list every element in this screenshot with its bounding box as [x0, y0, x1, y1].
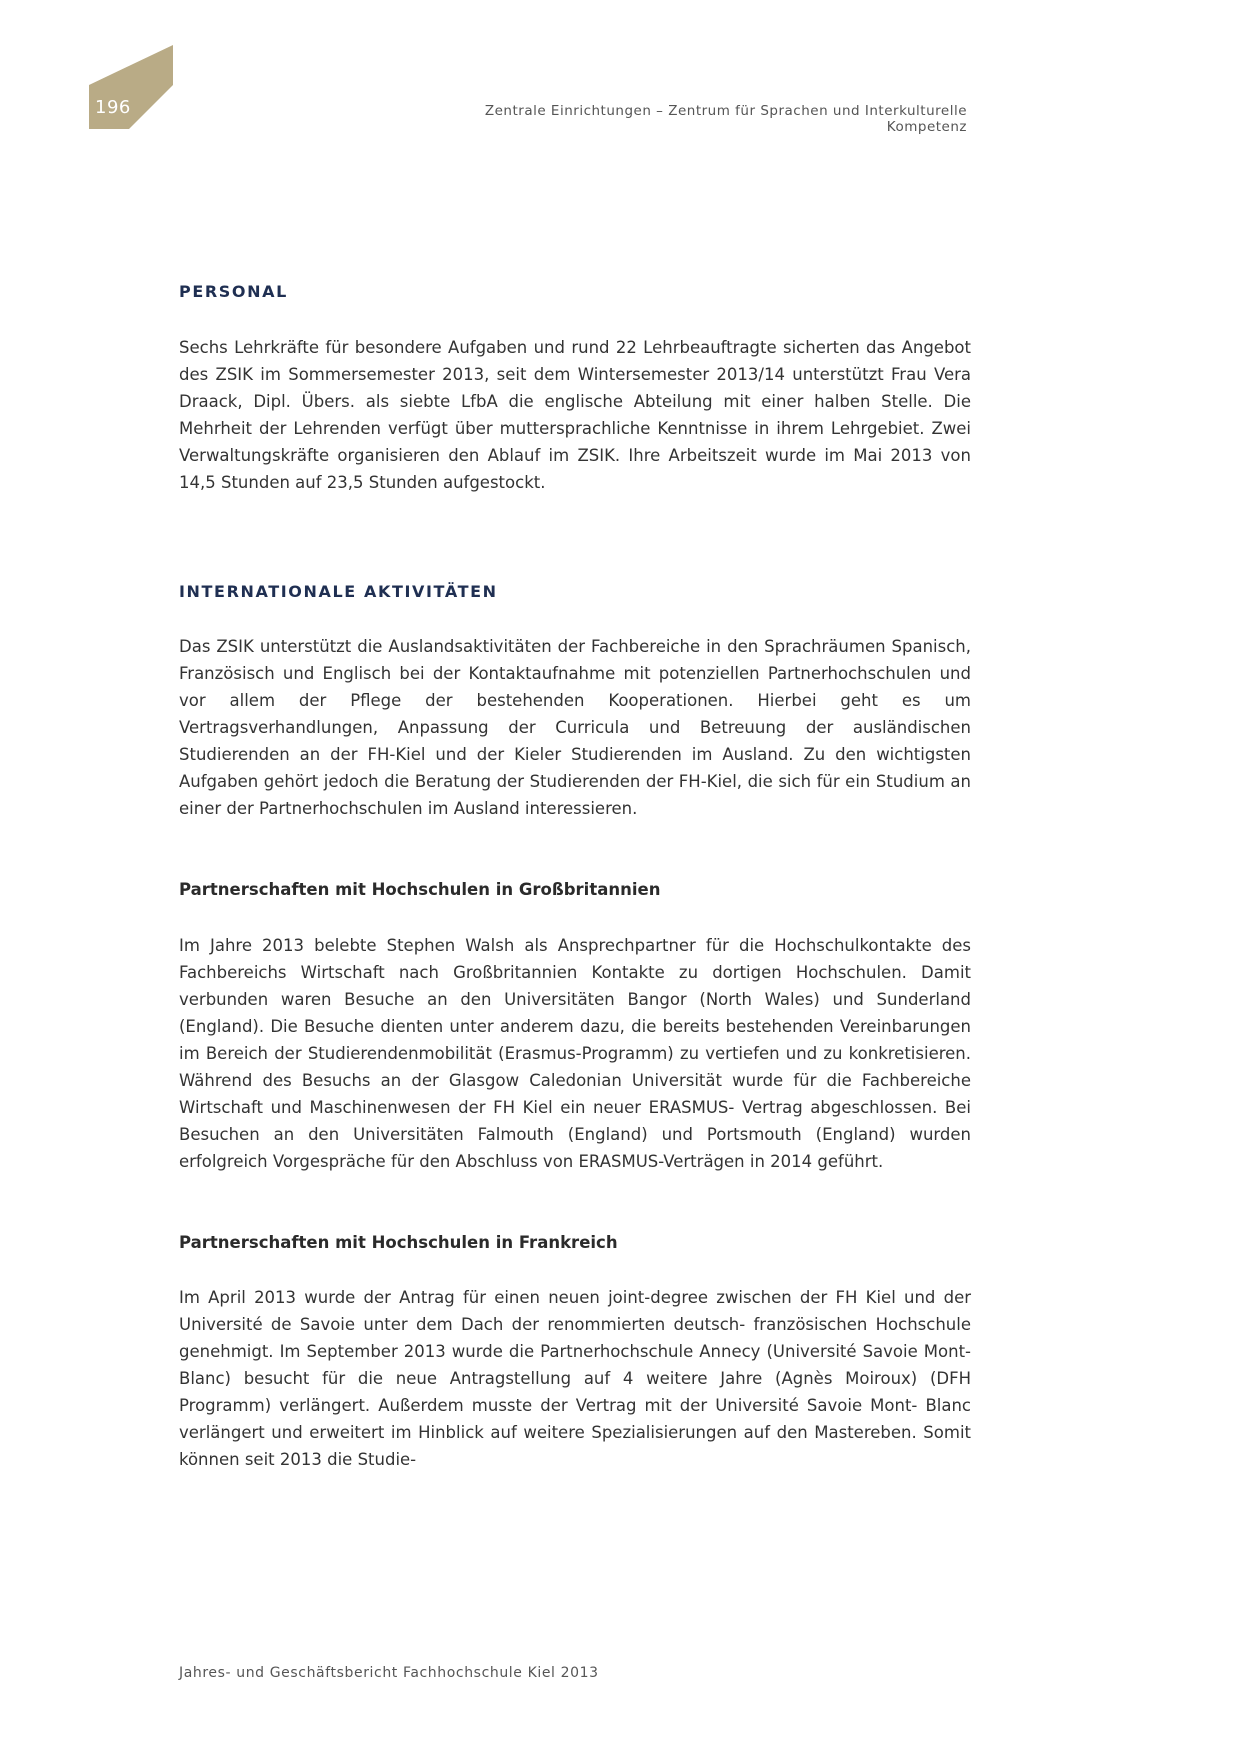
paragraph-personal: Sechs Lehrkräfte für besondere Aufgaben und rund 22 Lehrbeauftragte sicherten das Angebot des ZSIK im Sommersemester 2013, seit dem Wintersemester 2013/14 unterstützt Frau Vera Draack, Dipl. Übers. als siebte LfbA die englische Abteilung mit einer halben Stelle. Die Mehrheit der Lehrenden verfügt über muttersprachliche Kenntnisse in ihrem Lehrgebiet. Zwei Verwaltungskräfte organisieren den Ablauf im ZSIK. Ihre Arbeitszeit wurde im Mai 2013 von 14,5 Stunden auf 23,5 Stunden aufgestockt. — [179, 338, 971, 492]
paragraph-partnerships-fr: Im April 2013 wurde der Antrag für einen neuen joint-degree zwischen der FH Kiel und der Université de Savoie unter dem Dach der renommierten deutsch- französischen Hochschule genehmigt. Im September 2013 wurde die Partnerhochschule Annecy (Université Savoie Mont-Blanc) besucht für die neue Antragstellung auf 4 weitere Jahre (Agnès Moiroux) (DFH Programm) verlängert. Außerdem musste der Vertrag mit der Université Savoie Mont- Blanc verlängert und erweitert im Hinblick auf weitere Spezialisierungen auf den Mastereben. Somit können seit 2013 die Studie- — [179, 1288, 971, 1469]
heading-partnerships-fr: Partnerschaften mit Hochschulen in Frankreich — [179, 1233, 618, 1252]
page-footer: Jahres- und Geschäftsbericht Fachhochschule Kiel 2013 — [179, 1665, 599, 1681]
paragraph-partnerships-gb: Im Jahre 2013 belebte Stephen Walsh als Ansprechpartner für die Hochschulkontakte des Fachbereichs Wirtschaft nach Großbritannien Kontakte zu dortigen Hochschulen. Damit verbunden waren Besuche an den Universitäten Bangor (North Wales) und Sunderland (England). Die Besuche dienten unter anderem dazu, die bereits bestehenden Vereinbarungen im Bereich der Studierendenmobilität (Erasmus-Programm) zu vertiefen und zu konkretisieren. Während des Besuchs an der Glasgow Caledonian Universität wurde für die Fachbereiche Wirtschaft und Maschinenwesen der FH Kiel ein neuer ERASMUS- Vertrag abgeschlossen. Bei Besuchen an den Universitäten Falmouth (England) und Portsmouth (England) wurden erfolgreich Vorgespräche für den Abschluss von ERASMUS-Verträgen in 2014 geführt. — [179, 936, 971, 1171]
paragraph-international: Das ZSIK unterstützt die Auslandsaktivitäten der Fachbereiche in den Sprachräumen Spanisch, Französisch und Englisch bei der Kontaktaufnahme mit potenziellen Partnerhochschulen und vor allem der Pflege der bestehenden Kooperationen. Hierbei geht es um Vertragsverhandlungen, Anpassung der Curricula und Betreuung der ausländischen Studierenden an der FH-Kiel und der Kieler Studierenden im Ausland. Zu den wichtigsten Aufgaben gehört jedoch die Beratung der Studierenden der FH-Kiel, die sich für ein Studium an einer der Partnerhochschulen im Ausland interessieren. — [179, 637, 971, 818]
heading-partnerships-gb: Partnerschaften mit Hochschulen in Großbritannien — [179, 880, 661, 899]
heading-international: INTERNATIONALE AKTIVITÄTEN — [179, 582, 498, 601]
running-header: Zentrale Einrichtungen – Zentrum für Sprachen und Interkulturelle Kompetenz — [484, 103, 967, 135]
page-number-badge — [89, 45, 173, 129]
page-number: 196 — [95, 97, 131, 118]
heading-personal: PERSONAL — [179, 282, 288, 301]
